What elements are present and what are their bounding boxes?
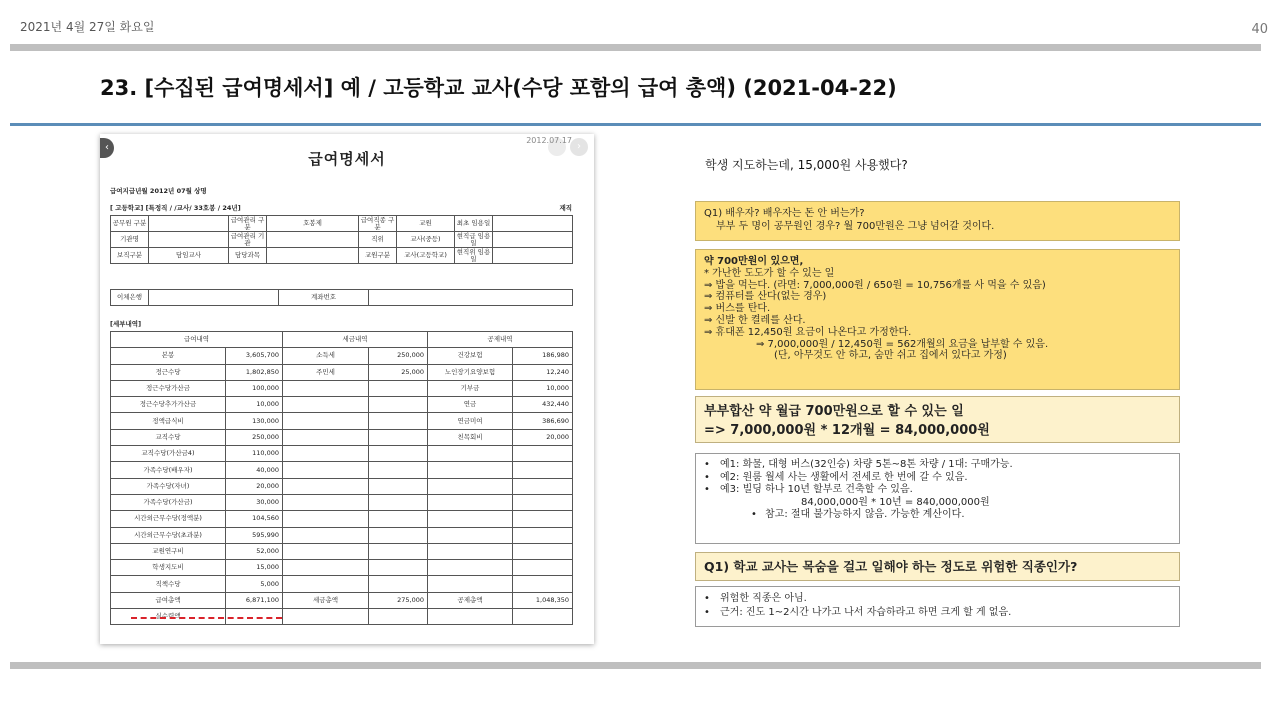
table-row: [111, 511, 573, 527]
info-cell: 보직구분: [111, 248, 149, 264]
detail-cell: [513, 576, 573, 592]
detail-cell: [369, 511, 428, 527]
seven-million-line: ⇒ 버스를 탄다.: [704, 303, 771, 315]
header-deduction: 공제내역: [428, 332, 573, 348]
example-item: [704, 472, 1171, 485]
table-row: [111, 446, 573, 462]
info-cell: 교원구분: [359, 248, 397, 264]
danger-question-box: [695, 552, 1180, 581]
table-row: [111, 592, 573, 608]
examples-note: [704, 509, 1171, 522]
detail-cell: [513, 478, 573, 494]
detail-cell: [283, 380, 369, 396]
seven-million-line: ⇒ 신발 한 켤레를 산다.: [704, 314, 806, 326]
info-row: [111, 232, 573, 248]
info-row: [111, 216, 573, 232]
info-cell: 교원: [397, 216, 455, 232]
table-row: [111, 364, 573, 380]
examples-box: [695, 453, 1180, 544]
question-text: 학생 지도하는데, 15,000원 사용했다?: [705, 158, 908, 172]
detail-cell: 52,000: [226, 543, 283, 559]
detail-cell: [283, 462, 369, 478]
info-cell: 담당과목: [229, 248, 267, 264]
detail-cell: [283, 397, 369, 413]
table-row: [111, 576, 573, 592]
seven-million-line: ⇒ 컴퓨터를 산다(없는 경우): [704, 291, 827, 303]
detail-cell: 10,000: [513, 380, 573, 396]
info-cell: [493, 216, 573, 232]
info-cell: [267, 248, 359, 264]
detail-cell: [369, 576, 428, 592]
net-pay-label: 실수령액: [111, 609, 226, 625]
info-cell: 담임교사: [149, 248, 229, 264]
detail-cell: [513, 511, 573, 527]
info-cell: 급여직종 구분: [359, 216, 397, 232]
detail-cell: 130,000: [226, 413, 283, 429]
detail-cell: 노인장기요양보험: [428, 364, 513, 380]
detail-cell: [428, 446, 513, 462]
red-dashed-underline: [131, 617, 282, 619]
table-row: [111, 494, 573, 510]
bank-cell: [369, 290, 573, 306]
page-number: 40: [1251, 22, 1268, 37]
detail-cell: [283, 413, 369, 429]
detail-cell: 30,000: [226, 494, 283, 510]
detail-cell: 가족수당(자녀): [111, 478, 226, 494]
detail-cell: [369, 560, 428, 576]
bank-cell: 계좌번호: [279, 290, 369, 306]
detail-cell: 40,000: [226, 462, 283, 478]
detail-cell: [513, 527, 573, 543]
answer-item-text: 근거: 진도 1~2시간 나가고 나서 자습하라고 하면 크게 할 게 없음.: [720, 606, 1012, 618]
table-row: [111, 397, 573, 413]
info-cell: 직위: [359, 232, 397, 248]
detail-cell: 교원연구비: [111, 543, 226, 559]
detail-cell: 250,000: [226, 429, 283, 445]
table-row: [111, 429, 573, 445]
seven-million-title: 약 700만원이 있으면,: [704, 256, 804, 267]
info-cell: 최초 임용일: [455, 216, 493, 232]
detail-cell: 5,000: [226, 576, 283, 592]
table-row: [111, 560, 573, 576]
info-cell: 호봉제: [267, 216, 359, 232]
detail-cell: 20,000: [513, 429, 573, 445]
detail-cell: 소득세: [283, 348, 369, 364]
info-cell: [493, 232, 573, 248]
detail-cell: [513, 543, 573, 559]
bottom-divider: [10, 662, 1261, 669]
detail-cell: 교직수당: [111, 429, 226, 445]
detail-cell: [283, 446, 369, 462]
info-cell: 현직위 임용일: [455, 248, 493, 264]
detail-cell: 정근수당추가가산금: [111, 397, 226, 413]
phone-calc: ⇒ 7,000,000원 / 12,450원 = 562개월의 요금을 납부할 수 있음.: [756, 338, 1049, 350]
detail-cell: [513, 560, 573, 576]
detail-cell: 연금: [428, 397, 513, 413]
detail-cell: [283, 560, 369, 576]
table-row: [111, 478, 573, 494]
detail-cell: 친목회비: [428, 429, 513, 445]
detail-cell: [428, 494, 513, 510]
danger-question: Q1) 학교 교사는 목숨을 걸고 일해야 하는 정도로 위험한 직종인가?: [704, 559, 1078, 574]
detail-cell: 시간외근무수당(초과분): [111, 527, 226, 543]
detail-cell: [283, 576, 369, 592]
detail-cell: 공제총액: [428, 592, 513, 608]
top-divider: [10, 44, 1261, 51]
detail-cell: [369, 413, 428, 429]
couple-income-calc: => 7,000,000원 * 12개월 = 84,000,000원: [704, 423, 990, 438]
detail-cell: [283, 429, 369, 445]
payslip-date: 2012.07.17: [526, 136, 572, 145]
detail-cell: [428, 527, 513, 543]
bullet-icon: •: [704, 484, 710, 495]
detail-cell: [369, 543, 428, 559]
empty-cell: [513, 609, 573, 625]
table-row: [111, 413, 573, 429]
info-cell: 기관명: [111, 232, 149, 248]
info-row: [111, 248, 573, 264]
detail-cell: [369, 527, 428, 543]
info-cell: 급여관리 기관: [229, 232, 267, 248]
detail-cell: [369, 380, 428, 396]
header-tax: 세금내역: [283, 332, 428, 348]
detail-cell: [283, 478, 369, 494]
detail-cell: 100,000: [226, 380, 283, 396]
payslip-image: [100, 134, 594, 644]
example-item-text: 예3: 빌딩 하나 10년 할부로 건축할 수 있음.: [720, 484, 913, 495]
bullet-icon: •: [751, 509, 757, 520]
detail-cell: 595,990: [226, 527, 283, 543]
detail-cell: [369, 494, 428, 510]
phone-assumption: (단, 아무것도 안 하고, 숨만 쉬고 집에서 있다고 가정): [774, 350, 1007, 362]
detail-cell: 기부금: [428, 380, 513, 396]
answer-item: [704, 592, 1171, 606]
detail-cell: 250,000: [369, 348, 428, 364]
payslip-section-label: [세부내역]: [110, 320, 142, 328]
detail-cell: 직책수당: [111, 576, 226, 592]
seven-million-box: [695, 249, 1180, 390]
info-cell: [267, 232, 359, 248]
detail-cell: [283, 527, 369, 543]
info-cell: 교사(중등): [397, 232, 455, 248]
empty-cell: [369, 609, 428, 625]
detail-cell: [428, 560, 513, 576]
seven-million-line: * 가난한 도도가 할 수 있는 일: [704, 267, 835, 279]
bullet-icon: •: [704, 471, 710, 483]
info-cell: [493, 248, 573, 264]
bullet-icon: •: [704, 606, 710, 618]
title-rule: [10, 123, 1261, 126]
detail-cell: [283, 543, 369, 559]
seven-million-line: ⇒ 밥을 먹는다. (라면: 7,000,000원 / 650원 = 10,756개를 사 먹을 수 있음): [704, 279, 1046, 291]
seven-million-line: ⇒ 휴대폰 12,450원 요금이 나온다고 가정한다.: [704, 326, 912, 338]
detail-cell: 3,605,700: [226, 348, 283, 364]
detail-cell: 12,240: [513, 364, 573, 380]
detail-cell: 186,980: [513, 348, 573, 364]
empty-cell: [283, 609, 369, 625]
example-item: [704, 484, 1171, 497]
detail-cell: [283, 494, 369, 510]
detail-cell: 1,048,350: [513, 592, 573, 608]
detail-cell: 세금총액: [283, 592, 369, 608]
spouse-question-box: [695, 201, 1180, 241]
bank-row: [111, 290, 573, 306]
bank-cell: [149, 290, 279, 306]
detail-cell: 가족수당(가산금): [111, 494, 226, 510]
detail-cell: 주민세: [283, 364, 369, 380]
table-row: [111, 348, 573, 364]
bank-cell: 이체은행: [111, 290, 149, 306]
info-cell: 현직급 임용일: [455, 232, 493, 248]
payslip-title: 급여명세서: [308, 150, 386, 168]
detail-cell: 정액급식비: [111, 413, 226, 429]
couple-income-title: 부부합산 약 월급 700만원으로 할 수 있는 일: [704, 404, 964, 419]
detail-cell: [369, 462, 428, 478]
detail-cell: 학생지도비: [111, 560, 226, 576]
payslip-subtitle: 급여지급년월 2012년 07월 상명: [110, 187, 207, 195]
payslip-header-line: [ 고등학교] [특정직 / /교사/ 33호봉 / 24년]: [110, 204, 241, 212]
info-cell: 공무원 구분: [111, 216, 149, 232]
detail-cell: 시간외근무수당(정액분): [111, 511, 226, 527]
detail-cell: 386,690: [513, 413, 573, 429]
answer-item: [704, 606, 1171, 620]
detail-cell: 1,802,850: [226, 364, 283, 380]
detail-cell: 급여총액: [111, 592, 226, 608]
detail-cell: 110,000: [226, 446, 283, 462]
detail-cell: [428, 511, 513, 527]
detail-cell: 6,871,100: [226, 592, 283, 608]
info-cell: [149, 232, 229, 248]
info-cell: [149, 216, 229, 232]
detail-cell: [369, 446, 428, 462]
couple-income-box: [695, 396, 1180, 443]
bullet-icon: •: [704, 593, 710, 604]
building-amount: 84,000,000원 * 10년 = 840,000,000원: [801, 496, 990, 508]
detail-cell: [428, 462, 513, 478]
detail-cell: 15,000: [226, 560, 283, 576]
payslip-detail-table: [110, 331, 573, 625]
detail-cell: 432,440: [513, 397, 573, 413]
header-date: 2021년 4월 27일 화요일: [20, 20, 155, 34]
detail-cell: [369, 429, 428, 445]
examples-note-text: 참고: 절대 불가능하지 않음. 가능한 계산이다.: [765, 509, 965, 520]
bullet-icon: •: [704, 459, 710, 470]
table-row: [111, 543, 573, 559]
danger-answer-box: [695, 586, 1180, 627]
slide-title: 23. [수집된 급여명세서] 예 / 고등학교 교사(수당 포함의 급여 총액) (2021-04-22): [100, 76, 897, 100]
detail-cell: [369, 397, 428, 413]
table-row: [111, 527, 573, 543]
chevron-right-icon[interactable]: ›: [570, 138, 588, 156]
detail-cell: 20,000: [226, 478, 283, 494]
header-pay: 급여내역: [111, 332, 283, 348]
detail-cell: 104,560: [226, 511, 283, 527]
detail-cell: 10,000: [226, 397, 283, 413]
example-item: [704, 459, 1171, 472]
table-row: [111, 380, 573, 396]
detail-cell: [428, 543, 513, 559]
detail-cell: 본봉: [111, 348, 226, 364]
table-row: [111, 462, 573, 478]
detail-cell: 정근수당가산금: [111, 380, 226, 396]
detail-cell: [283, 511, 369, 527]
detail-cell: 연금미여: [428, 413, 513, 429]
payslip-status: 재직: [559, 204, 572, 212]
detail-cell: 가족수당(배우자): [111, 462, 226, 478]
detail-cell: [513, 494, 573, 510]
detail-cell: [513, 462, 573, 478]
answer-item-text: 위험한 직종은 아님.: [720, 593, 807, 604]
payslip-info-table: [110, 215, 573, 264]
detail-cell: 건강보험: [428, 348, 513, 364]
example-item-text: 예1: 화물, 대형 버스(32인승) 차량 5톤~8톤 차량 / 1대: 구매가능.: [720, 459, 1013, 470]
detail-cell: [513, 446, 573, 462]
detail-cell: 교직수당(가산금4): [111, 446, 226, 462]
spouse-note: 부부 두 명이 공무원인 경우? 월 700만원은 그냥 넘어갈 것이다.: [716, 221, 995, 232]
example-item-text: 예2: 원룸 월세 사는 생활에서 전세로 한 번에 갈 수 있음.: [720, 471, 968, 483]
spouse-question: Q1) 배우자? 배우자는 돈 안 버는가?: [704, 208, 865, 219]
detail-cell: 25,000: [369, 364, 428, 380]
info-cell: 교사(고등학교): [397, 248, 455, 264]
detail-header-row: [111, 332, 573, 348]
detail-cell: [369, 478, 428, 494]
empty-cell: [428, 609, 513, 625]
detail-cell: 정근수당: [111, 364, 226, 380]
payslip-bank-table: [110, 289, 573, 306]
info-cell: 급여관리 구분: [229, 216, 267, 232]
detail-cell: [428, 576, 513, 592]
detail-cell: 275,000: [369, 592, 428, 608]
chevron-left-icon[interactable]: ‹: [100, 138, 114, 158]
detail-cell: [428, 478, 513, 494]
